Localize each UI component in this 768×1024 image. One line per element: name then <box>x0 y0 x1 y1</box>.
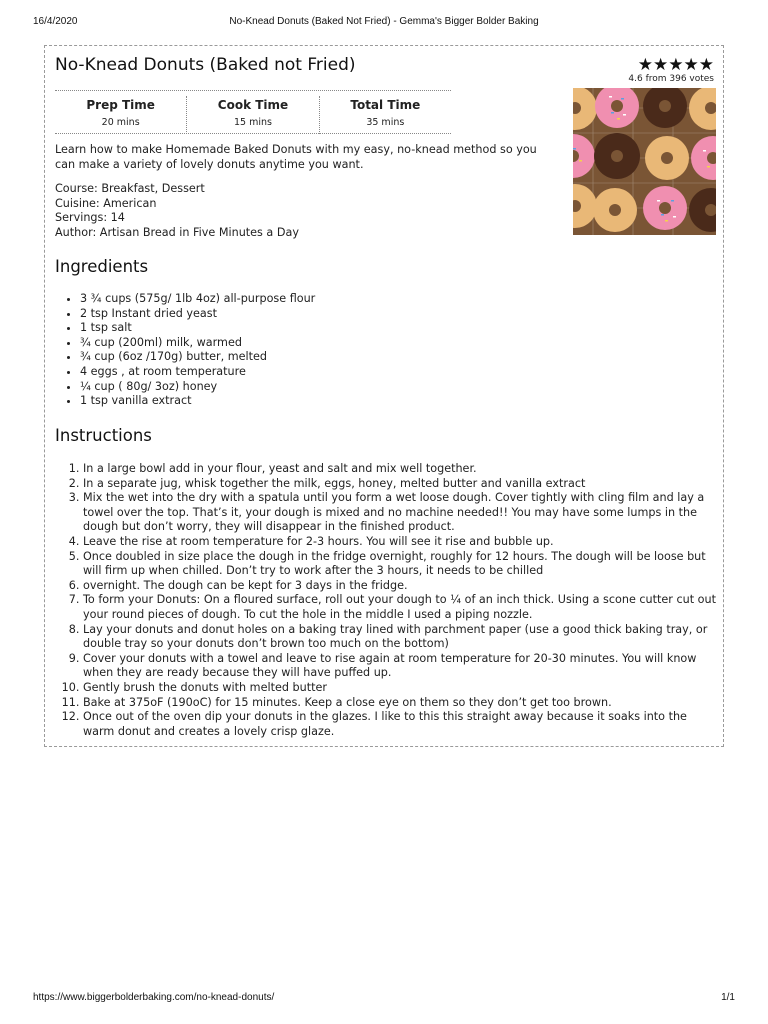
list-item: 3. Mix the wet into the dry with a spatula until you form a wet loose dough. Cover tightly with cling film and lay a towel over the top. That’s it, your dough is mixed and no machine needed!! You may have some lumps in the dough but don’t worry, they will disappear in the finished product. <box>83 491 718 535</box>
list-item: • ¼ cup ( 80g/ 3oz) honey <box>80 380 720 395</box>
donuts-photo-image <box>573 88 716 235</box>
total-time-value: 35 mins <box>366 117 405 128</box>
ingredients-list <box>55 292 720 409</box>
list-item: 8. Lay your donuts and donut holes on a baking tray lined with parchment paper (use a good thick baking tray, or double tray so your donuts don’t brown too much on the bottom) <box>83 623 718 652</box>
list-item: 2. In a separate jug, whisk together the milk, eggs, honey, melted butter and vanilla extract <box>83 477 718 492</box>
list-item: 6. overnight. The dough can be kept for 3 days in the fridge. <box>83 579 718 594</box>
total-time-label: Total Time <box>350 98 421 112</box>
prep-time <box>55 96 187 134</box>
print-footer <box>33 992 735 1006</box>
list-item: 7. To form your Donuts: On a floured surface, roll out your dough to ¼ of an inch thick. Using a scone cutter cut out your round pieces of dough. To cut the hole in the middle I used a piping nozzle. <box>83 593 718 622</box>
list-item: 5. Once doubled in size place the dough in the fridge overnight, roughly for 12 hours. The dough will be loose but will firm up when chilled. Don’t try to work after the 3 hours, it needs to be chilled <box>83 550 718 579</box>
instructions-list <box>55 462 718 739</box>
ingredients-heading: Ingredients <box>55 257 149 276</box>
list-item: • ¾ cup (200ml) milk, warmed <box>80 336 720 351</box>
title-divider <box>55 90 451 91</box>
recipe-title: No-Knead Donuts (Baked not Fried) <box>55 55 356 75</box>
list-item: • ¾ cup (6oz /170g) butter, melted <box>80 350 720 365</box>
recipe-cuisine: Cuisine: American <box>55 196 157 210</box>
instructions-heading: Instructions <box>55 426 152 445</box>
rating-stars-icon[interactable]: ★★★★★ <box>637 55 714 75</box>
list-item: 4. Leave the rise at room temperature for 2-3 hours. You will see it rise and bubble up. <box>83 535 718 550</box>
times-divider <box>55 133 451 134</box>
recipe-rating <box>628 56 714 84</box>
list-item: • 4 eggs , at room temperature <box>80 365 720 380</box>
list-item: 12. Once out of the oven dip your donuts in the glazes. I like to this this straight away because it soaks into the warm donut and creates a lovely crisp glaze. <box>83 710 718 739</box>
prep-time-value: 20 mins <box>101 117 140 128</box>
total-time <box>320 96 451 134</box>
list-item: 11. Bake at 375oF (190oC) for 15 minutes. Keep a close eye on them so they don’t get too brown. <box>83 696 718 711</box>
page-number: 1/1 <box>721 992 735 1003</box>
recipe-summary: Learn how to make Homemade Baked Donuts with my easy, no-knead method so you can make a variety of lovely donuts anytime you want. <box>55 143 537 171</box>
list-item: 10. Gently brush the donuts with melted butter <box>83 681 718 696</box>
recipe-course: Course: Breakfast, Dessert <box>55 182 205 195</box>
recipe-meta <box>55 182 555 240</box>
rating-votes: 4.6 from 396 votes <box>628 74 714 84</box>
recipe-card <box>44 45 724 747</box>
recipe-photo <box>573 88 716 235</box>
list-item: 1. In a large bowl add in your flour, yeast and salt and mix well together. <box>83 462 718 477</box>
print-date: 16/4/2020 <box>33 16 78 27</box>
recipe-times <box>55 96 451 134</box>
list-item: 9. Cover your donuts with a towel and leave to rise again at room temperature for 20-30 minutes. You will know when they are ready because they will have puffed up. <box>83 652 718 681</box>
cook-time-value: 15 mins <box>234 117 272 128</box>
list-item: • 3 ¾ cups (575g/ 1lb 4oz) all-purpose flour <box>80 292 720 307</box>
list-item: • 1 tsp vanilla extract <box>80 394 720 409</box>
print-header <box>33 16 735 30</box>
print-page-title: No-Knead Donuts (Baked Not Fried) - Gemma's Bigger Bolder Baking <box>229 16 539 27</box>
list-item: • 1 tsp salt <box>80 321 720 336</box>
recipe-author: Author: Artisan Bread in Five Minutes a Day <box>55 225 299 239</box>
list-item: • 2 tsp Instant dried yeast <box>80 307 720 322</box>
prep-time-label: Prep Time <box>86 98 155 112</box>
cook-time <box>187 96 319 134</box>
recipe-servings: Servings: 14 <box>55 211 125 224</box>
cook-time-label: Cook Time <box>217 98 289 112</box>
print-url[interactable]: https://www.biggerbolderbaking.com/no-knead-donuts/ <box>33 992 275 1003</box>
